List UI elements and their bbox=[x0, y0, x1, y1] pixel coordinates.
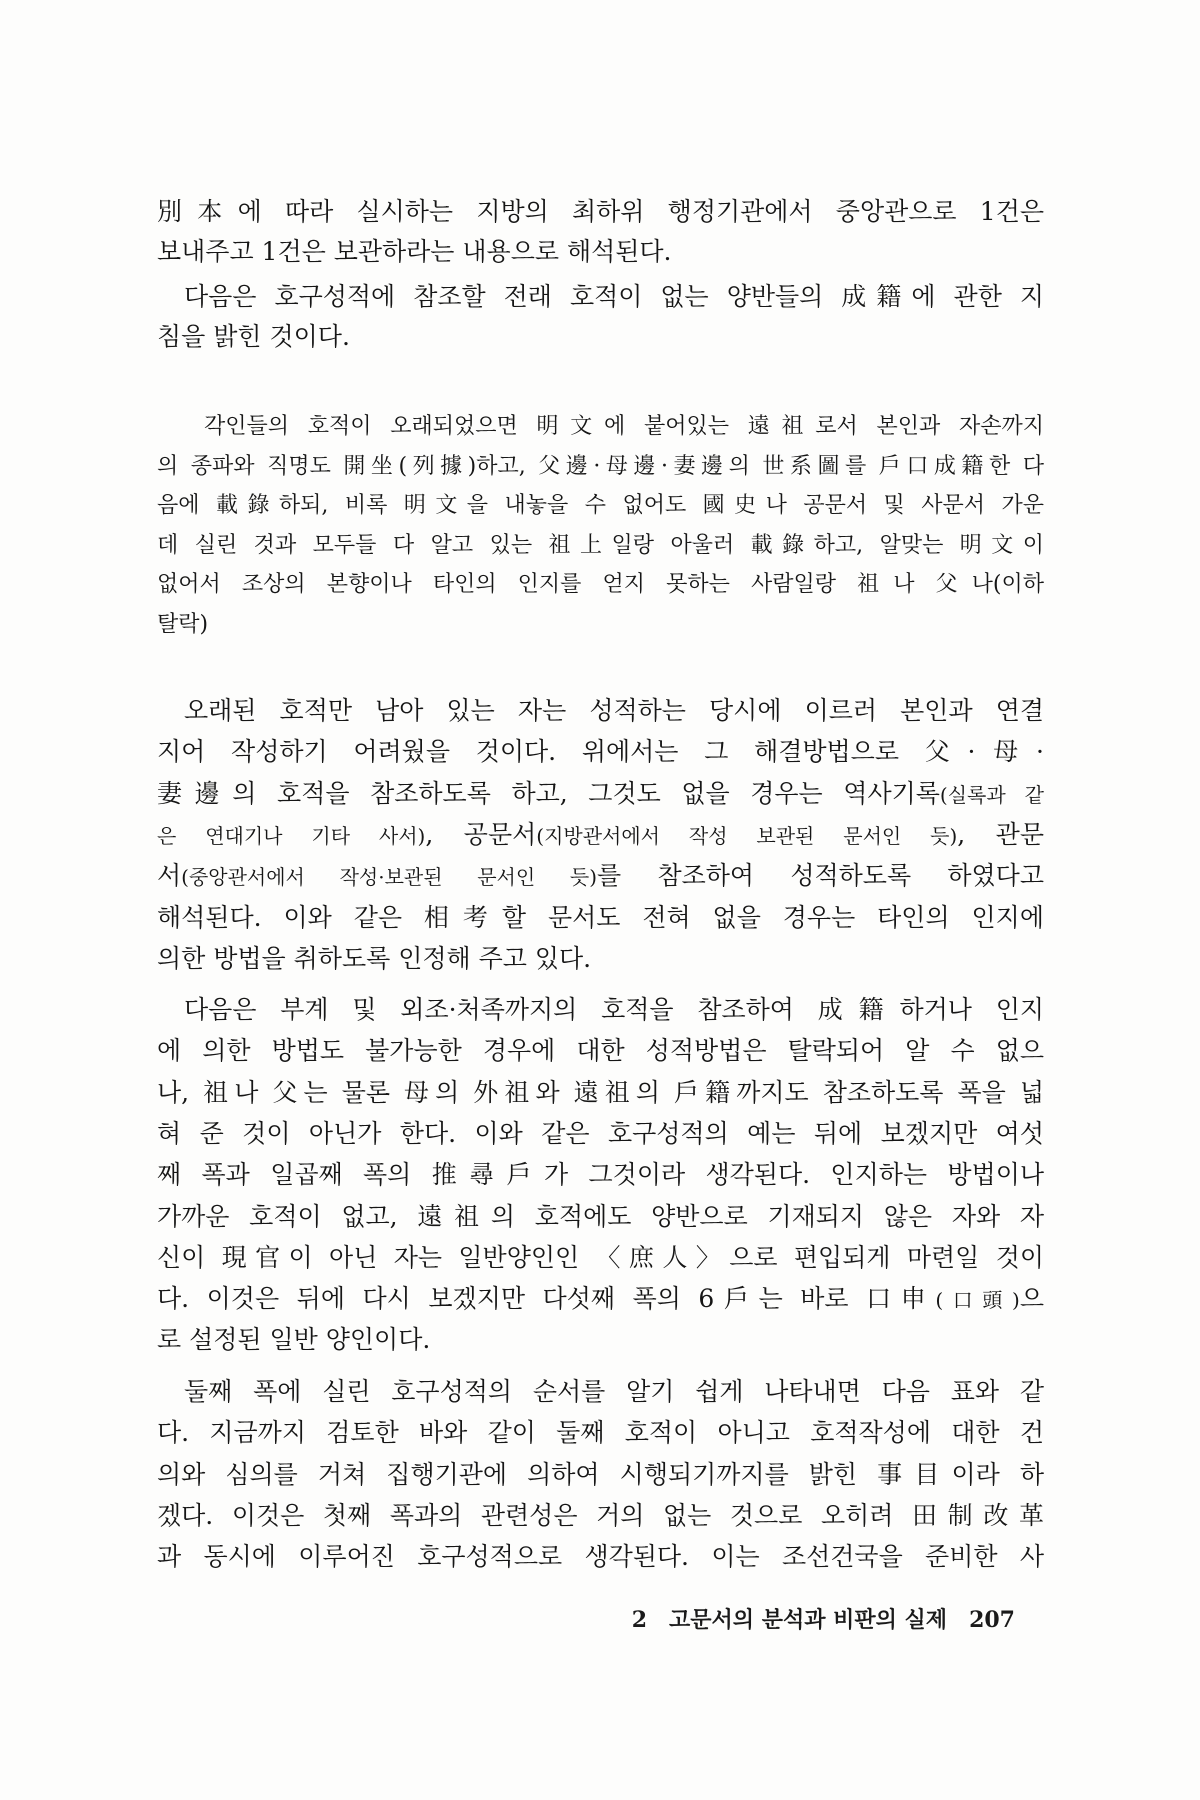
block-quote-line: 탈락) bbox=[157, 612, 209, 637]
text-segment: 으 bbox=[1019, 1284, 1044, 1313]
block-quote-line: 각인들의 호적이 오래되었으면 明文에 붙어있는 遠祖로서 본인과 자손까지 bbox=[204, 414, 1044, 439]
body-text-line: 둘째 폭에 실린 호구성적의 순서를 알기 쉽게 나타내면 다음 표와 같 bbox=[184, 1377, 1044, 1406]
body-text-line: 의한 방법을 취하도록 인정해 주고 있다. bbox=[157, 944, 592, 973]
text-segment: 를 참조하여 성적하도록 하였다고 bbox=[597, 861, 1044, 890]
text-segment: 妻邊의 호적을 참조하도록 하고, 그것도 없을 경우는 역사기록 bbox=[157, 779, 940, 808]
body-text-line: 가까운 호적이 없고, 遠祖의 호적에도 양반으로 기재되지 않은 자와 자 bbox=[157, 1202, 1044, 1231]
body-text-line: 다음은 호구성적에 참조할 전래 호적이 없는 양반들의 成籍에 관한 지 bbox=[184, 282, 1044, 311]
running-footer bbox=[632, 1600, 1015, 1640]
page-number: 207 bbox=[969, 1607, 1015, 1633]
body-text-line: 다음은 부계 및 외조·처족까지의 호적을 참조하여 成籍하거나 인지 bbox=[184, 995, 1044, 1024]
body-text-line: 지어 작성하기 어려웠을 것이다. 위에서는 그 해결방법으로 父·母· bbox=[157, 737, 1044, 766]
body-text-line: 오래된 호적만 남아 있는 자는 성적하는 당시에 이르러 본인과 연결 bbox=[184, 696, 1044, 725]
body-text-line: 다. 지금까지 검토한 바와 같이 둘째 호적이 아니고 호적작성에 대한 건 bbox=[157, 1418, 1044, 1447]
block-quote-line: 데 실린 것과 모두들 다 알고 있는 祖上일랑 아울러 載錄하고, 알맞는 明文이 bbox=[157, 533, 1044, 558]
parenthetical-note: (실록과 같 bbox=[939, 783, 1044, 807]
body-text-line: 겠다. 이것은 첫째 폭과의 관련성은 거의 없는 것으로 오히려 田制改革 bbox=[157, 1501, 1044, 1530]
body-text-line bbox=[157, 856, 1044, 896]
body-text-line bbox=[157, 815, 1044, 855]
body-text-line: 別本에 따라 실시하는 지방의 최하위 행정기관에서 중앙관으로 1건은 bbox=[157, 197, 1044, 226]
body-text-line: 혀 준 것이 아닌가 한다. 이와 같은 호구성적의 예는 뒤에 보겠지만 여섯 bbox=[157, 1119, 1044, 1148]
body-text-line: 의와 심의를 거쳐 집행기관에 의하여 시행되기까지를 밝힌 事目이라 하 bbox=[157, 1460, 1044, 1489]
text-segment: , 관문 bbox=[957, 820, 1044, 849]
body-text-line bbox=[157, 774, 1044, 814]
body-text-line: 과 동시에 이루어진 호구성적으로 생각된다. 이는 조선건국을 준비한 사 bbox=[157, 1542, 1044, 1571]
block-quote-line: 음에 載錄하되, 비록 明文을 내놓을 수 없어도 國史나 공문서 및 사문서 가운 bbox=[157, 493, 1044, 518]
body-text-line: 해석된다. 이와 같은 相考할 문서도 전혀 없을 경우는 타인의 인지에 bbox=[157, 903, 1044, 932]
text-segment: 서 bbox=[157, 861, 182, 890]
text-segment: , 공문서 bbox=[425, 820, 537, 849]
text-segment: 다. 이것은 뒤에 다시 보겠지만 다섯째 폭의 6戶는 바로 口申 bbox=[157, 1284, 936, 1313]
block-quote-line: 의 종파와 직명도 開坐(列據)하고, 父邊·母邊·妻邊의 世系圖를 戶口成籍한 다 bbox=[157, 454, 1044, 479]
body-text-line: 보내주고 1건은 보관하라는 내용으로 해석된다. bbox=[157, 237, 672, 266]
parenthetical-note: 은 연대기나 기타 사서) bbox=[157, 824, 426, 848]
parenthetical-note: (口頭) bbox=[935, 1288, 1020, 1312]
parenthetical-note: (지방관서에서 작성 보관된 문서인 듯) bbox=[536, 824, 958, 848]
body-text-line: 나, 祖나 父는 물론 母의 外祖와 遠祖의 戶籍까지도 참조하도록 폭을 넓 bbox=[157, 1078, 1044, 1107]
body-text-line: 째 폭과 일곱째 폭의 推尋戶가 그것이라 생각된다. 인지하는 방법이나 bbox=[157, 1160, 1044, 1189]
body-text-line: 에 의한 방법도 불가능한 경우에 대한 성적방법은 탈락되어 알 수 없으 bbox=[157, 1036, 1044, 1065]
chapter-title: 고문서의 분석과 비판의 실제 bbox=[669, 1607, 948, 1633]
body-text-line: 로 설정된 일반 양인이다. bbox=[157, 1325, 431, 1354]
body-text-line: 신이 現官이 아닌 자는 일반양인인 〈庶人〉으로 편입되게 마련일 것이 bbox=[157, 1243, 1044, 1272]
block-quote-line: 없어서 조상의 본향이나 타인의 인지를 얻지 못하는 사람일랑 祖나 父나(이하 bbox=[157, 572, 1044, 597]
body-text-line bbox=[157, 1279, 1044, 1319]
parenthetical-note: (중앙관서에서 작성·보관된 문서인 듯) bbox=[181, 865, 598, 889]
body-text-line: 침을 밝힌 것이다. bbox=[157, 322, 350, 351]
chapter-number: 2 bbox=[631, 1607, 648, 1633]
